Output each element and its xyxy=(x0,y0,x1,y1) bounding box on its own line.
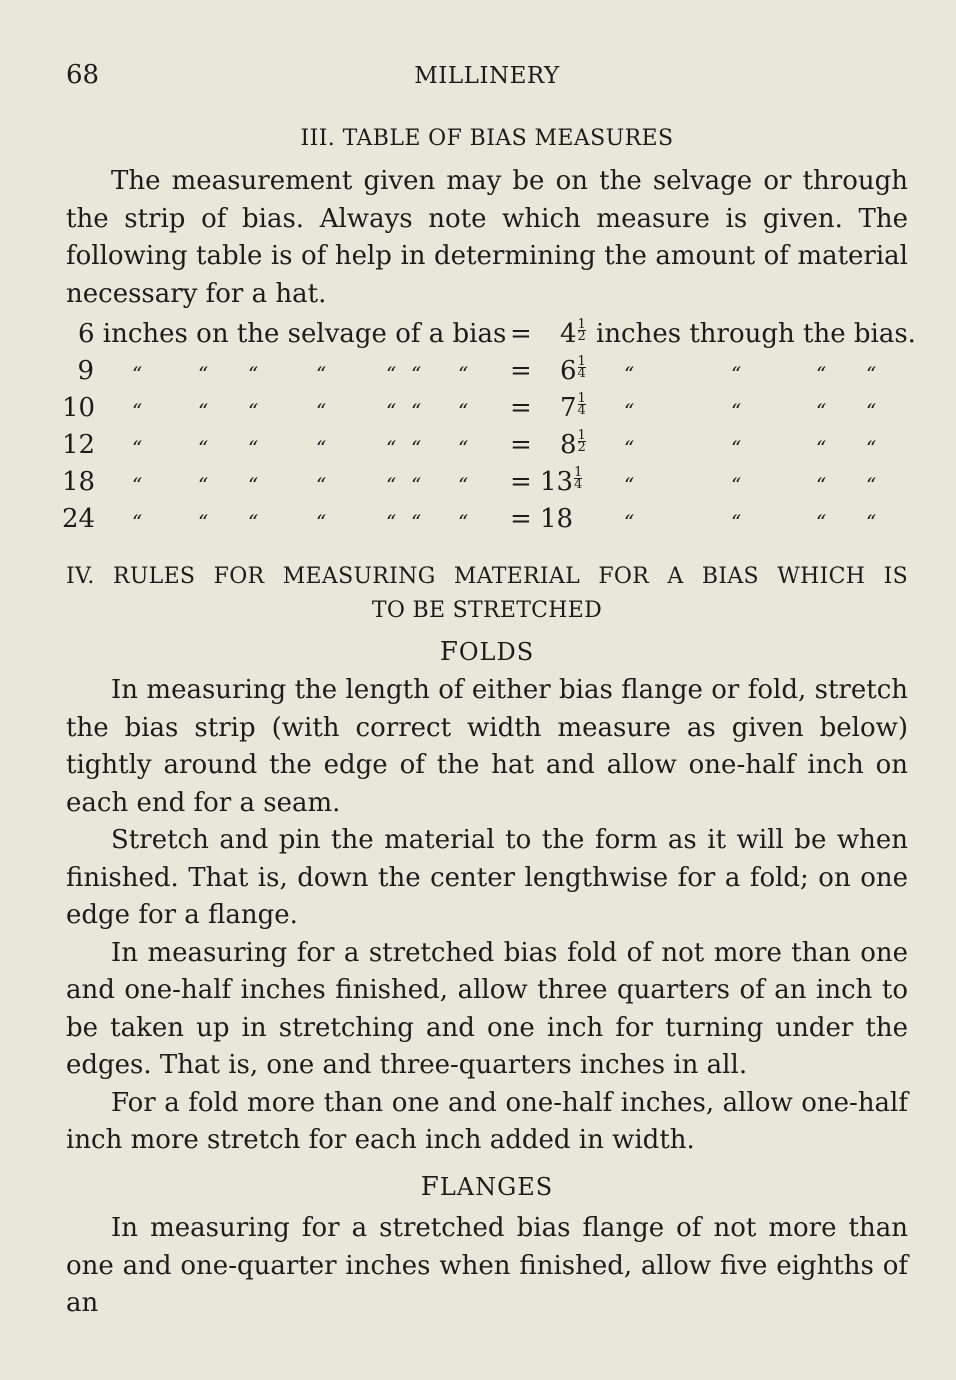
folds-paragraph-3: In measuring for a stretched bias fold of not more than one and one-half inches finished, allow three quarters of an inch to be taken up in stretching and one inch for turning under the edges. That is, one and three-quarters inches in all. xyxy=(66,937,908,1080)
rules-heading-word: MEASURING xyxy=(282,564,436,589)
ditto-mark: “ xyxy=(624,362,635,386)
rules-heading-word: A xyxy=(667,564,684,589)
ditto-mark: “ xyxy=(816,399,827,423)
ditto-mark: “ xyxy=(816,362,827,386)
section-heading-rules xyxy=(66,560,908,628)
first-row-right: inches through the bias. xyxy=(596,319,916,349)
subheading-folds: FOLDS xyxy=(439,637,535,667)
row-selvage-inches: 24 xyxy=(62,504,96,534)
ditto-mark: “ xyxy=(316,436,327,460)
first-row-equals: = xyxy=(510,319,532,349)
rules-heading-word: BIAS xyxy=(701,564,759,589)
ditto-mark: “ xyxy=(866,473,877,497)
ditto-mark: “ xyxy=(411,362,422,386)
rules-heading-line2: TO BE STRETCHED xyxy=(371,598,603,623)
subheading-flanges: FLANGES xyxy=(420,1172,554,1202)
ditto-mark: “ xyxy=(386,362,397,386)
running-head xyxy=(66,60,908,96)
row-equals: = xyxy=(510,356,532,386)
table-row-first xyxy=(66,317,916,356)
rules-heading-word: FOR xyxy=(213,564,265,589)
ditto-mark: “ xyxy=(866,399,877,423)
row-selvage-inches: 12 xyxy=(62,430,96,460)
row-selvage-inches: 9 xyxy=(77,356,94,386)
folds-paragraph-4: For a fold more than one and one-half inches, allow one-half inch more stretch for each inch added in width. xyxy=(66,1087,908,1155)
ditto-mark: “ xyxy=(316,473,327,497)
ditto-mark: “ xyxy=(816,473,827,497)
ditto-mark: “ xyxy=(458,510,469,534)
ditto-mark: “ xyxy=(731,510,742,534)
ditto-mark: “ xyxy=(198,362,209,386)
first-row-left: 6 inches on the selvage of a bias xyxy=(78,319,507,349)
ditto-mark: “ xyxy=(248,399,259,423)
ditto-mark: “ xyxy=(132,473,143,497)
folds-paragraph-1: In measuring the length of either bias flange or fold, stretch the bias strip (with correct width measure as given below) tightly around the edge of the hat and allow one-half inch on each end for a seam. xyxy=(66,675,908,818)
page-number: 68 xyxy=(66,60,100,90)
ditto-mark: “ xyxy=(386,436,397,460)
ditto-mark: “ xyxy=(198,436,209,460)
ditto-mark: “ xyxy=(132,362,143,386)
ditto-mark: “ xyxy=(624,399,635,423)
section-heading-bias-table: III. TABLE OF BIAS MEASURES xyxy=(300,126,674,151)
fraction: $\frac{1}{4}$ xyxy=(577,391,586,418)
rules-heading-word: WHICH xyxy=(777,564,866,589)
row-bias-inches: 7 $\frac{1}{4}$ xyxy=(560,391,586,423)
table-row xyxy=(62,504,908,541)
ditto-mark: “ xyxy=(248,362,259,386)
table-row xyxy=(62,391,908,430)
ditto-mark: “ xyxy=(816,510,827,534)
ditto-mark: “ xyxy=(624,436,635,460)
row-selvage-inches: 18 xyxy=(62,467,96,497)
ditto-mark: “ xyxy=(458,436,469,460)
folds-paragraph-2: Stretch and pin the material to the form as it will be when finished. That is, down the center lengthwise for a fold; on one edge for a flange. xyxy=(66,825,908,930)
ditto-mark: “ xyxy=(198,399,209,423)
fraction: $\frac{1}{2}$ xyxy=(577,317,586,344)
ditto-mark: “ xyxy=(132,399,143,423)
table-row xyxy=(62,465,908,504)
ditto-mark: “ xyxy=(624,510,635,534)
ditto-mark: “ xyxy=(386,473,397,497)
row-bias-inches: 8 $\frac{1}{2}$ xyxy=(560,428,586,460)
row-equals: = xyxy=(510,430,532,460)
row-bias-inches: 6 $\frac{1}{4}$ xyxy=(560,354,586,386)
ditto-mark: “ xyxy=(411,473,422,497)
ditto-mark: “ xyxy=(132,436,143,460)
table-row xyxy=(66,356,908,393)
ditto-mark: “ xyxy=(386,510,397,534)
table-row xyxy=(62,428,908,467)
ditto-mark: “ xyxy=(411,510,422,534)
row-bias-inches: 13 $\frac{1}{4}$ xyxy=(540,465,583,497)
running-title: MILLINERY xyxy=(414,63,560,89)
ditto-mark: “ xyxy=(731,362,742,386)
ditto-mark: “ xyxy=(866,362,877,386)
row-equals: = xyxy=(510,393,532,423)
rules-heading-line1 xyxy=(66,560,908,594)
rules-heading-word: IV. xyxy=(66,564,95,589)
first-row-value: 4 $\frac{1}{2}$ xyxy=(560,317,586,349)
row-selvage-inches: 10 xyxy=(62,393,96,423)
flanges-section xyxy=(66,1210,908,1323)
ditto-mark: “ xyxy=(624,473,635,497)
ditto-mark: “ xyxy=(458,362,469,386)
ditto-mark: “ xyxy=(411,436,422,460)
intro-paragraph: The measurement given may be on the selvage or through the strip of bias. Always note which measure is given. The following table is of help in determining the amount of material necessary for a hat. xyxy=(66,166,908,309)
rules-heading-word: MATERIAL xyxy=(453,564,580,589)
ditto-mark: “ xyxy=(731,399,742,423)
row-equals: = xyxy=(510,467,532,497)
ditto-mark: “ xyxy=(316,399,327,423)
ditto-mark: “ xyxy=(458,399,469,423)
rules-heading-word: IS xyxy=(883,564,908,589)
ditto-mark: “ xyxy=(731,473,742,497)
ditto-mark: “ xyxy=(316,362,327,386)
fraction: $\frac{1}{4}$ xyxy=(577,354,586,381)
ditto-mark: “ xyxy=(248,510,259,534)
ditto-mark: “ xyxy=(411,399,422,423)
ditto-mark: “ xyxy=(316,510,327,534)
ditto-mark: “ xyxy=(731,436,742,460)
ditto-mark: “ xyxy=(458,473,469,497)
row-equals: = xyxy=(510,504,532,534)
folds-section xyxy=(66,672,908,1160)
ditto-mark: “ xyxy=(248,436,259,460)
rules-heading-word: RULES xyxy=(112,564,196,589)
intro-paragraph-block xyxy=(66,163,908,313)
flanges-paragraph: In measuring for a stretched bias flange of not more than one and one-quarter inches when finished, allow five eighths of an xyxy=(66,1213,908,1318)
ditto-mark: “ xyxy=(386,399,397,423)
ditto-mark: “ xyxy=(198,510,209,534)
row-bias-inches: 18 xyxy=(540,504,574,534)
fraction: $\frac{1}{2}$ xyxy=(577,428,586,455)
ditto-mark: “ xyxy=(248,473,259,497)
ditto-mark: “ xyxy=(198,473,209,497)
ditto-mark: “ xyxy=(866,510,877,534)
ditto-mark: “ xyxy=(132,510,143,534)
ditto-mark: “ xyxy=(866,436,877,460)
fraction: $\frac{1}{4}$ xyxy=(574,465,583,492)
ditto-mark: “ xyxy=(816,436,827,460)
rules-heading-word: FOR xyxy=(598,564,650,589)
